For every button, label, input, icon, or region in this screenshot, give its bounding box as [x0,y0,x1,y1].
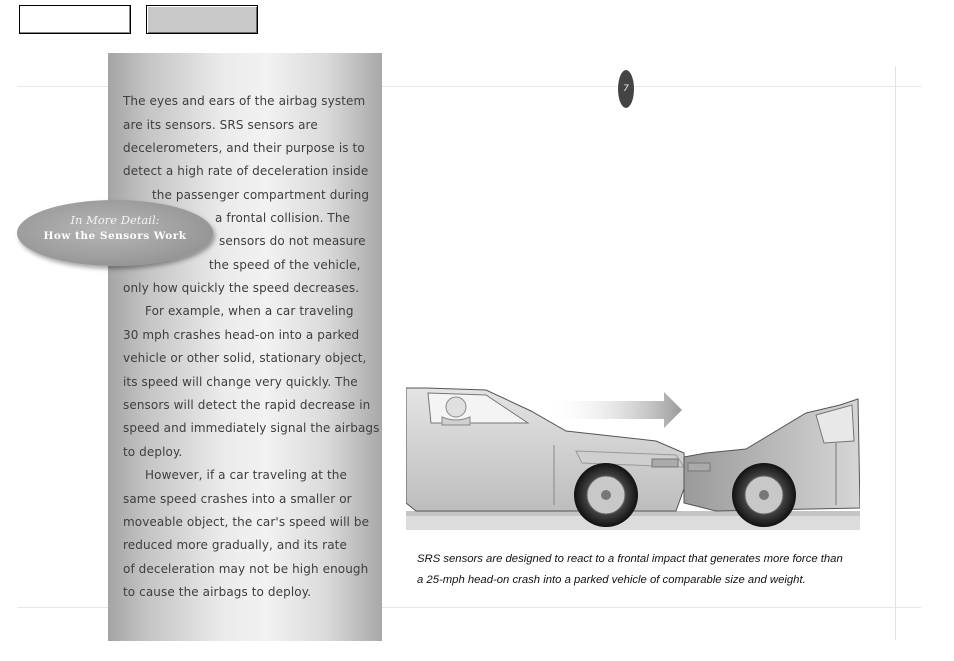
body-line: of deceleration may not be high enough [123,562,369,576]
body-line: are its sensors. SRS sensors are [123,118,318,132]
body-line: The eyes and ears of the airbag system [123,94,366,108]
body-line: reduced more gradually, and its rate [123,538,347,552]
body-line: speed and immediately signal the airbags [123,421,380,435]
page-number: 7 [618,70,634,108]
body-line: For example, when a car traveling [145,304,354,318]
body-line: sensors do not measure [219,234,366,248]
toolbar-button-1[interactable] [19,5,131,34]
body-line: decelerometers, and their purpose is to [123,141,365,155]
figure-caption-line-1: SRS sensors are designed to react to a frontal impact that generates more force than [417,553,843,565]
body-line: to cause the airbags to deploy. [123,585,312,599]
body-line: moveable object, the car's speed will be [123,515,370,529]
in-more-detail-badge [17,200,213,266]
right-car [684,399,860,527]
figure-caption-line-2: a 25-mph head-on crash into a parked vehicle of comparable size and weight. [417,574,806,586]
body-line: the passenger compartment during [152,188,370,202]
body-line: sensors will detect the rapid decrease in [123,398,371,412]
badge-title: How the Sensors Work [43,230,187,242]
badge-subtitle: In More Detail: [70,213,160,227]
body-line: to deploy. [123,445,183,459]
car-collision-illustration [406,383,860,543]
body-line: its speed will change very quickly. The [123,375,358,389]
right-margin-rule [895,66,896,640]
body-line: only how quickly the speed decreases. [123,281,360,295]
body-line: However, if a car traveling at the [145,468,347,482]
road [406,511,860,530]
body-line: the speed of the vehicle, [209,258,361,272]
toolbar-button-2[interactable] [146,5,258,34]
motion-arrow [546,392,682,428]
body-line: 30 mph crashes head-on into a parked [123,328,360,342]
body-line: detect a high rate of deceleration inside [123,164,369,178]
body-line: vehicle or other solid, stationary object, [123,351,367,365]
body-line: same speed crashes into a smaller or [123,492,352,506]
body-line: a frontal collision. The [215,211,351,225]
